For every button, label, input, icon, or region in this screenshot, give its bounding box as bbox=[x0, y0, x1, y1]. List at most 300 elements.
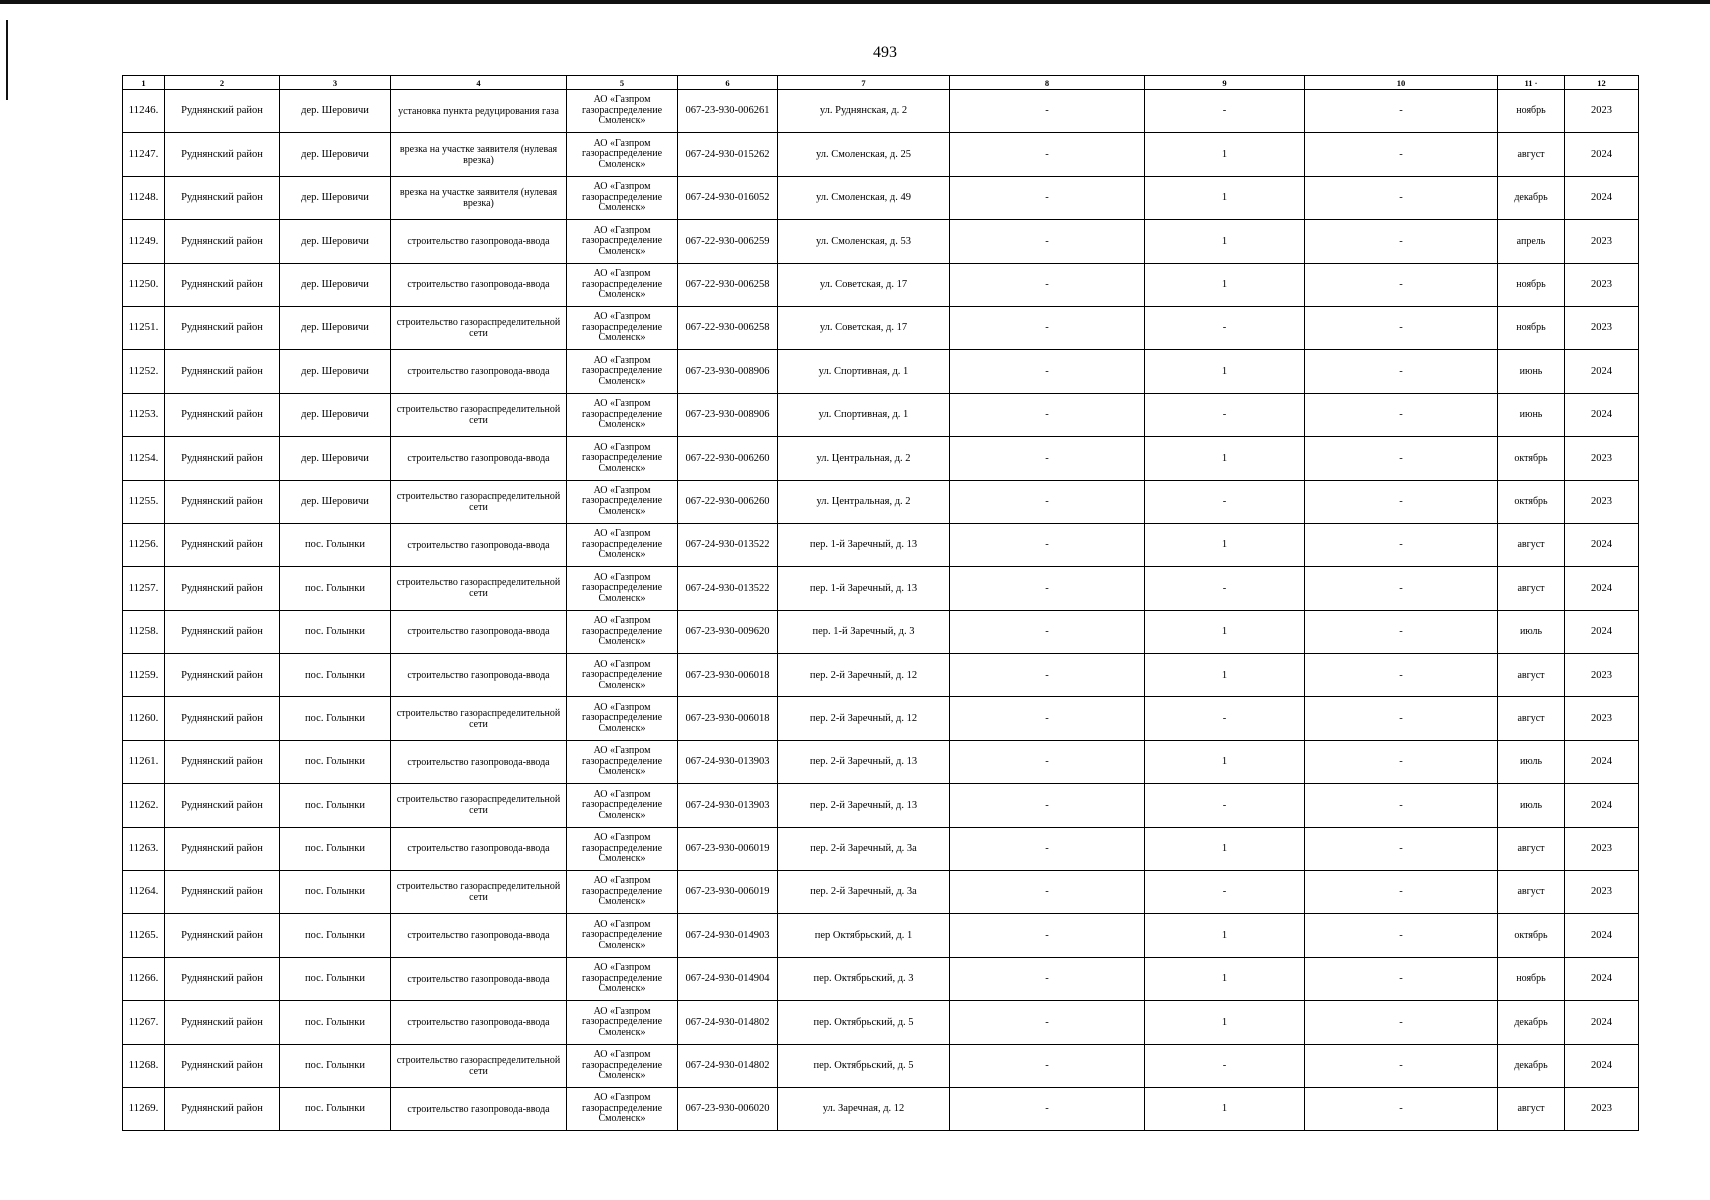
month-cell: октябрь bbox=[1498, 437, 1565, 480]
organization-cell: АО «Газпром газораспределение Смоленск» bbox=[567, 480, 678, 523]
year-cell: 2024 bbox=[1565, 393, 1639, 436]
table-row bbox=[123, 133, 1639, 176]
year-cell: 2023 bbox=[1565, 263, 1639, 306]
column-8-cell: - bbox=[950, 176, 1145, 219]
address-cell: пер. 2-й Заречный, д. 3а bbox=[778, 827, 950, 870]
row-number: 11249. bbox=[123, 220, 165, 263]
work-type-cell: строительство газопровода-ввода bbox=[391, 957, 567, 1000]
year-cell: 2023 bbox=[1565, 306, 1639, 349]
settlement-cell: пос. Голынки bbox=[280, 827, 391, 870]
district-cell: Руднянский район bbox=[165, 350, 280, 393]
work-type-cell: строительство газораспределительной сети bbox=[391, 393, 567, 436]
table-row bbox=[123, 697, 1639, 740]
month-cell: октябрь bbox=[1498, 914, 1565, 957]
column-8-cell: - bbox=[950, 784, 1145, 827]
settlement-cell: пос. Голынки bbox=[280, 1087, 391, 1130]
column-number: 5 bbox=[567, 76, 678, 90]
column-9-cell: 1 bbox=[1145, 133, 1305, 176]
column-9-cell: 1 bbox=[1145, 1087, 1305, 1130]
registration-code-cell: 067-23-930-009620 bbox=[678, 610, 778, 653]
table-row bbox=[123, 306, 1639, 349]
row-number: 11251. bbox=[123, 306, 165, 349]
column-number: 6 bbox=[678, 76, 778, 90]
work-type-cell: строительство газопровода-ввода bbox=[391, 654, 567, 697]
month-cell: август bbox=[1498, 697, 1565, 740]
column-9-cell: 1 bbox=[1145, 263, 1305, 306]
column-number: 3 bbox=[280, 76, 391, 90]
organization-cell: АО «Газпром газораспределение Смоленск» bbox=[567, 306, 678, 349]
organization-cell: АО «Газпром газораспределение Смоленск» bbox=[567, 827, 678, 870]
address-cell: пер. 1-й Заречный, д. 13 bbox=[778, 567, 950, 610]
registration-code-cell: 067-24-930-013903 bbox=[678, 784, 778, 827]
table-row bbox=[123, 871, 1639, 914]
month-cell: декабрь bbox=[1498, 1001, 1565, 1044]
settlement-cell: дер. Шеровичи bbox=[280, 306, 391, 349]
address-cell: ул. Смоленская, д. 49 bbox=[778, 176, 950, 219]
column-9-cell: - bbox=[1145, 90, 1305, 133]
table-row bbox=[123, 654, 1639, 697]
district-cell: Руднянский район bbox=[165, 220, 280, 263]
registration-code-cell: 067-23-930-006261 bbox=[678, 90, 778, 133]
year-cell: 2023 bbox=[1565, 654, 1639, 697]
column-9-cell: 1 bbox=[1145, 827, 1305, 870]
row-number: 11250. bbox=[123, 263, 165, 306]
organization-cell: АО «Газпром газораспределение Смоленск» bbox=[567, 697, 678, 740]
work-type-cell: строительство газораспределительной сети bbox=[391, 306, 567, 349]
month-cell: август bbox=[1498, 133, 1565, 176]
column-10-cell: - bbox=[1305, 437, 1498, 480]
work-type-cell: строительство газопровода-ввода bbox=[391, 220, 567, 263]
column-10-cell: - bbox=[1305, 263, 1498, 306]
table-row bbox=[123, 1001, 1639, 1044]
registration-code-cell: 067-24-930-013522 bbox=[678, 567, 778, 610]
registration-code-cell: 067-24-930-013522 bbox=[678, 523, 778, 566]
month-cell: апрель bbox=[1498, 220, 1565, 263]
month-cell: ноябрь bbox=[1498, 306, 1565, 349]
column-10-cell: - bbox=[1305, 480, 1498, 523]
row-number: 11265. bbox=[123, 914, 165, 957]
column-9-cell: - bbox=[1145, 306, 1305, 349]
address-cell: ул. Спортивная, д. 1 bbox=[778, 393, 950, 436]
district-cell: Руднянский район bbox=[165, 306, 280, 349]
address-cell: ул. Смоленская, д. 25 bbox=[778, 133, 950, 176]
organization-cell: АО «Газпром газораспределение Смоленск» bbox=[567, 610, 678, 653]
organization-cell: АО «Газпром газораспределение Смоленск» bbox=[567, 1001, 678, 1044]
column-9-cell: - bbox=[1145, 697, 1305, 740]
column-8-cell: - bbox=[950, 220, 1145, 263]
district-cell: Руднянский район bbox=[165, 567, 280, 610]
registration-code-cell: 067-23-930-008906 bbox=[678, 393, 778, 436]
month-cell: июль bbox=[1498, 784, 1565, 827]
settlement-cell: пос. Голынки bbox=[280, 523, 391, 566]
row-number: 11261. bbox=[123, 740, 165, 783]
column-10-cell: - bbox=[1305, 827, 1498, 870]
settlement-cell: дер. Шеровичи bbox=[280, 393, 391, 436]
registration-code-cell: 067-23-930-006020 bbox=[678, 1087, 778, 1130]
column-10-cell: - bbox=[1305, 784, 1498, 827]
organization-cell: АО «Газпром газораспределение Смоленск» bbox=[567, 176, 678, 219]
table-row bbox=[123, 610, 1639, 653]
district-cell: Руднянский район bbox=[165, 480, 280, 523]
organization-cell: АО «Газпром газораспределение Смоленск» bbox=[567, 350, 678, 393]
column-8-cell: - bbox=[950, 1044, 1145, 1087]
registration-code-cell: 067-24-930-014903 bbox=[678, 914, 778, 957]
year-cell: 2024 bbox=[1565, 610, 1639, 653]
column-9-cell: - bbox=[1145, 567, 1305, 610]
row-number: 11259. bbox=[123, 654, 165, 697]
column-9-cell: 1 bbox=[1145, 220, 1305, 263]
work-type-cell: строительство газораспределительной сети bbox=[391, 697, 567, 740]
month-cell: октябрь bbox=[1498, 480, 1565, 523]
row-number: 11246. bbox=[123, 90, 165, 133]
settlement-cell: пос. Голынки bbox=[280, 610, 391, 653]
year-cell: 2024 bbox=[1565, 1044, 1639, 1087]
organization-cell: АО «Газпром газораспределение Смоленск» bbox=[567, 523, 678, 566]
row-number: 11253. bbox=[123, 393, 165, 436]
address-cell: ул. Спортивная, д. 1 bbox=[778, 350, 950, 393]
column-9-cell: - bbox=[1145, 480, 1305, 523]
column-10-cell: - bbox=[1305, 220, 1498, 263]
column-number: 12 bbox=[1565, 76, 1639, 90]
settlement-cell: пос. Голынки bbox=[280, 567, 391, 610]
row-number: 11254. bbox=[123, 437, 165, 480]
table-row bbox=[123, 176, 1639, 219]
column-8-cell: - bbox=[950, 740, 1145, 783]
column-9-cell: 1 bbox=[1145, 957, 1305, 1000]
column-8-cell: - bbox=[950, 957, 1145, 1000]
month-cell: июль bbox=[1498, 610, 1565, 653]
column-8-cell: - bbox=[950, 90, 1145, 133]
settlement-cell: пос. Голынки bbox=[280, 957, 391, 1000]
registration-code-cell: 067-23-930-006019 bbox=[678, 827, 778, 870]
registration-code-cell: 067-24-930-016052 bbox=[678, 176, 778, 219]
registration-code-cell: 067-22-930-006258 bbox=[678, 306, 778, 349]
organization-cell: АО «Газпром газораспределение Смоленск» bbox=[567, 220, 678, 263]
column-10-cell: - bbox=[1305, 133, 1498, 176]
registration-code-cell: 067-22-930-006258 bbox=[678, 263, 778, 306]
organization-cell: АО «Газпром газораспределение Смоленск» bbox=[567, 133, 678, 176]
district-cell: Руднянский район bbox=[165, 871, 280, 914]
row-number: 11269. bbox=[123, 1087, 165, 1130]
year-cell: 2023 bbox=[1565, 827, 1639, 870]
column-8-cell: - bbox=[950, 914, 1145, 957]
table-row bbox=[123, 827, 1639, 870]
page-number: 493 bbox=[873, 44, 897, 61]
table-row bbox=[123, 263, 1639, 306]
column-10-cell: - bbox=[1305, 740, 1498, 783]
table-row bbox=[123, 437, 1639, 480]
work-type-cell: строительство газопровода-ввода bbox=[391, 1001, 567, 1044]
column-number: 11 · bbox=[1498, 76, 1565, 90]
column-9-cell: - bbox=[1145, 1044, 1305, 1087]
table-row bbox=[123, 480, 1639, 523]
settlement-cell: дер. Шеровичи bbox=[280, 437, 391, 480]
column-10-cell: - bbox=[1305, 306, 1498, 349]
column-8-cell: - bbox=[950, 1001, 1145, 1044]
organization-cell: АО «Газпром газораспределение Смоленск» bbox=[567, 914, 678, 957]
work-type-cell: строительство газораспределительной сети bbox=[391, 1044, 567, 1087]
month-cell: август bbox=[1498, 567, 1565, 610]
registration-code-cell: 067-24-930-013903 bbox=[678, 740, 778, 783]
organization-cell: АО «Газпром газораспределение Смоленск» bbox=[567, 263, 678, 306]
work-type-cell: строительство газопровода-ввода bbox=[391, 523, 567, 566]
address-cell: ул. Заречная, д. 12 bbox=[778, 1087, 950, 1130]
address-cell: ул. Центральная, д. 2 bbox=[778, 480, 950, 523]
settlement-cell: пос. Голынки bbox=[280, 871, 391, 914]
column-10-cell: - bbox=[1305, 914, 1498, 957]
row-number: 11248. bbox=[123, 176, 165, 219]
settlement-cell: пос. Голынки bbox=[280, 914, 391, 957]
organization-cell: АО «Газпром газораспределение Смоленск» bbox=[567, 784, 678, 827]
column-8-cell: - bbox=[950, 480, 1145, 523]
organization-cell: АО «Газпром газораспределение Смоленск» bbox=[567, 957, 678, 1000]
column-10-cell: - bbox=[1305, 393, 1498, 436]
row-number: 11252. bbox=[123, 350, 165, 393]
settlement-cell: пос. Голынки bbox=[280, 697, 391, 740]
settlement-cell: пос. Голынки bbox=[280, 1044, 391, 1087]
column-9-cell: 1 bbox=[1145, 350, 1305, 393]
month-cell: июнь bbox=[1498, 350, 1565, 393]
month-cell: ноябрь bbox=[1498, 957, 1565, 1000]
table-row bbox=[123, 740, 1639, 783]
table-row bbox=[123, 957, 1639, 1000]
table-row bbox=[123, 350, 1639, 393]
row-number: 11267. bbox=[123, 1001, 165, 1044]
year-cell: 2024 bbox=[1565, 523, 1639, 566]
table-row bbox=[123, 1087, 1639, 1130]
settlement-cell: дер. Шеровичи bbox=[280, 90, 391, 133]
column-9-cell: 1 bbox=[1145, 1001, 1305, 1044]
settlement-cell: дер. Шеровичи bbox=[280, 176, 391, 219]
year-cell: 2024 bbox=[1565, 567, 1639, 610]
month-cell: ноябрь bbox=[1498, 263, 1565, 306]
month-cell: август bbox=[1498, 523, 1565, 566]
district-cell: Руднянский район bbox=[165, 957, 280, 1000]
top-scan-border bbox=[0, 0, 1710, 4]
column-10-cell: - bbox=[1305, 176, 1498, 219]
column-9-cell: 1 bbox=[1145, 740, 1305, 783]
gasification-schedule-table bbox=[122, 75, 1639, 1131]
registration-code-cell: 067-23-930-008906 bbox=[678, 350, 778, 393]
work-type-cell: строительство газораспределительной сети bbox=[391, 871, 567, 914]
district-cell: Руднянский район bbox=[165, 1087, 280, 1130]
column-10-cell: - bbox=[1305, 523, 1498, 566]
row-number: 11268. bbox=[123, 1044, 165, 1087]
table-row bbox=[123, 784, 1639, 827]
address-cell: пер. 2-й Заречный, д. 3а bbox=[778, 871, 950, 914]
settlement-cell: дер. Шеровичи bbox=[280, 480, 391, 523]
table-row bbox=[123, 523, 1639, 566]
address-cell: пер. 2-й Заречный, д. 13 bbox=[778, 740, 950, 783]
year-cell: 2024 bbox=[1565, 1001, 1639, 1044]
month-cell: июль bbox=[1498, 740, 1565, 783]
work-type-cell: установка пункта редуцирования газа bbox=[391, 90, 567, 133]
year-cell: 2024 bbox=[1565, 784, 1639, 827]
work-type-cell: строительство газораспределительной сети bbox=[391, 567, 567, 610]
address-cell: пер. Октябрьский, д. 3 bbox=[778, 957, 950, 1000]
column-9-cell: - bbox=[1145, 393, 1305, 436]
column-10-cell: - bbox=[1305, 957, 1498, 1000]
organization-cell: АО «Газпром газораспределение Смоленск» bbox=[567, 654, 678, 697]
row-number: 11255. bbox=[123, 480, 165, 523]
table-row bbox=[123, 567, 1639, 610]
registration-code-cell: 067-24-930-014802 bbox=[678, 1001, 778, 1044]
year-cell: 2024 bbox=[1565, 133, 1639, 176]
year-cell: 2024 bbox=[1565, 740, 1639, 783]
column-9-cell: 1 bbox=[1145, 523, 1305, 566]
organization-cell: АО «Газпром газораспределение Смоленск» bbox=[567, 393, 678, 436]
column-10-cell: - bbox=[1305, 610, 1498, 653]
address-cell: пер Октябрьский, д. 1 bbox=[778, 914, 950, 957]
column-8-cell: - bbox=[950, 133, 1145, 176]
address-cell: ул. Смоленская, д. 53 bbox=[778, 220, 950, 263]
address-cell: пер. 2-й Заречный, д. 12 bbox=[778, 697, 950, 740]
district-cell: Руднянский район bbox=[165, 523, 280, 566]
column-8-cell: - bbox=[950, 827, 1145, 870]
address-cell: пер. 2-й Заречный, д. 13 bbox=[778, 784, 950, 827]
column-9-cell: 1 bbox=[1145, 437, 1305, 480]
month-cell: декабрь bbox=[1498, 1044, 1565, 1087]
row-number: 11264. bbox=[123, 871, 165, 914]
month-cell: август bbox=[1498, 654, 1565, 697]
row-number: 11256. bbox=[123, 523, 165, 566]
year-cell: 2023 bbox=[1565, 871, 1639, 914]
work-type-cell: строительство газопровода-ввода bbox=[391, 437, 567, 480]
address-cell: пер. Октябрьский, д. 5 bbox=[778, 1001, 950, 1044]
district-cell: Руднянский район bbox=[165, 393, 280, 436]
year-cell: 2024 bbox=[1565, 350, 1639, 393]
column-9-cell: 1 bbox=[1145, 654, 1305, 697]
year-cell: 2024 bbox=[1565, 176, 1639, 219]
district-cell: Руднянский район bbox=[165, 437, 280, 480]
column-9-cell: 1 bbox=[1145, 610, 1305, 653]
column-number: 4 bbox=[391, 76, 567, 90]
column-10-cell: - bbox=[1305, 1001, 1498, 1044]
table-row bbox=[123, 1044, 1639, 1087]
district-cell: Руднянский район bbox=[165, 827, 280, 870]
registration-code-cell: 067-22-930-006260 bbox=[678, 480, 778, 523]
organization-cell: АО «Газпром газораспределение Смоленск» bbox=[567, 567, 678, 610]
table-row bbox=[123, 914, 1639, 957]
year-cell: 2024 bbox=[1565, 957, 1639, 1000]
address-cell: ул. Центральная, д. 2 bbox=[778, 437, 950, 480]
address-cell: пер. 1-й Заречный, д. 13 bbox=[778, 523, 950, 566]
registration-code-cell: 067-23-930-006018 bbox=[678, 697, 778, 740]
year-cell: 2024 bbox=[1565, 914, 1639, 957]
address-cell: ул. Советская, д. 17 bbox=[778, 306, 950, 349]
work-type-cell: строительство газопровода-ввода bbox=[391, 263, 567, 306]
year-cell: 2023 bbox=[1565, 480, 1639, 523]
address-cell: пер. Октябрьский, д. 5 bbox=[778, 1044, 950, 1087]
column-number: 1 bbox=[123, 76, 165, 90]
settlement-cell: дер. Шеровичи bbox=[280, 263, 391, 306]
registration-code-cell: 067-22-930-006260 bbox=[678, 437, 778, 480]
district-cell: Руднянский район bbox=[165, 610, 280, 653]
settlement-cell: дер. Шеровичи bbox=[280, 350, 391, 393]
work-type-cell: строительство газопровода-ввода bbox=[391, 350, 567, 393]
column-8-cell: - bbox=[950, 567, 1145, 610]
table-row bbox=[123, 393, 1639, 436]
settlement-cell: дер. Шеровичи bbox=[280, 220, 391, 263]
column-8-cell: - bbox=[950, 871, 1145, 914]
column-number: 8 bbox=[950, 76, 1145, 90]
row-number: 11247. bbox=[123, 133, 165, 176]
year-cell: 2023 bbox=[1565, 220, 1639, 263]
column-8-cell: - bbox=[950, 350, 1145, 393]
settlement-cell: пос. Голынки bbox=[280, 654, 391, 697]
month-cell: август bbox=[1498, 827, 1565, 870]
district-cell: Руднянский район bbox=[165, 784, 280, 827]
column-10-cell: - bbox=[1305, 567, 1498, 610]
district-cell: Руднянский район bbox=[165, 90, 280, 133]
organization-cell: АО «Газпром газораспределение Смоленск» bbox=[567, 437, 678, 480]
column-10-cell: - bbox=[1305, 90, 1498, 133]
settlement-cell: пос. Голынки bbox=[280, 1001, 391, 1044]
column-number-row bbox=[123, 76, 1639, 90]
district-cell: Руднянский район bbox=[165, 654, 280, 697]
organization-cell: АО «Газпром газораспределение Смоленск» bbox=[567, 1087, 678, 1130]
column-8-cell: - bbox=[950, 263, 1145, 306]
row-number: 11266. bbox=[123, 957, 165, 1000]
column-8-cell: - bbox=[950, 1087, 1145, 1130]
work-type-cell: врезка на участке заявителя (нулевая врезка) bbox=[391, 176, 567, 219]
registration-code-cell: 067-23-930-006019 bbox=[678, 871, 778, 914]
work-type-cell: строительство газопровода-ввода bbox=[391, 914, 567, 957]
column-number: 9 bbox=[1145, 76, 1305, 90]
row-number: 11263. bbox=[123, 827, 165, 870]
settlement-cell: пос. Голынки bbox=[280, 784, 391, 827]
district-cell: Руднянский район bbox=[165, 740, 280, 783]
column-9-cell: - bbox=[1145, 784, 1305, 827]
month-cell: август bbox=[1498, 1087, 1565, 1130]
month-cell: июнь bbox=[1498, 393, 1565, 436]
month-cell: ноябрь bbox=[1498, 90, 1565, 133]
column-number: 2 bbox=[165, 76, 280, 90]
column-10-cell: - bbox=[1305, 350, 1498, 393]
registration-code-cell: 067-22-930-006259 bbox=[678, 220, 778, 263]
settlement-cell: пос. Голынки bbox=[280, 740, 391, 783]
work-type-cell: строительство газораспределительной сети bbox=[391, 480, 567, 523]
registration-code-cell: 067-24-930-015262 bbox=[678, 133, 778, 176]
work-type-cell: врезка на участке заявителя (нулевая врезка) bbox=[391, 133, 567, 176]
row-number: 11258. bbox=[123, 610, 165, 653]
district-cell: Руднянский район bbox=[165, 697, 280, 740]
row-number: 11257. bbox=[123, 567, 165, 610]
work-type-cell: строительство газопровода-ввода bbox=[391, 740, 567, 783]
table-row bbox=[123, 220, 1639, 263]
organization-cell: АО «Газпром газораспределение Смоленск» bbox=[567, 871, 678, 914]
column-9-cell: - bbox=[1145, 871, 1305, 914]
district-cell: Руднянский район bbox=[165, 263, 280, 306]
row-number: 11260. bbox=[123, 697, 165, 740]
column-number: 7 bbox=[778, 76, 950, 90]
month-cell: август bbox=[1498, 871, 1565, 914]
organization-cell: АО «Газпром газораспределение Смоленск» bbox=[567, 740, 678, 783]
district-cell: Руднянский район bbox=[165, 133, 280, 176]
column-8-cell: - bbox=[950, 393, 1145, 436]
district-cell: Руднянский район bbox=[165, 1001, 280, 1044]
district-cell: Руднянский район bbox=[165, 1044, 280, 1087]
table-row bbox=[123, 90, 1639, 133]
address-cell: пер. 1-й Заречный, д. 3 bbox=[778, 610, 950, 653]
district-cell: Руднянский район bbox=[165, 176, 280, 219]
column-9-cell: 1 bbox=[1145, 176, 1305, 219]
settlement-cell: дер. Шеровичи bbox=[280, 133, 391, 176]
organization-cell: АО «Газпром газораспределение Смоленск» bbox=[567, 1044, 678, 1087]
column-8-cell: - bbox=[950, 306, 1145, 349]
work-type-cell: строительство газопровода-ввода bbox=[391, 610, 567, 653]
registration-code-cell: 067-24-930-014904 bbox=[678, 957, 778, 1000]
